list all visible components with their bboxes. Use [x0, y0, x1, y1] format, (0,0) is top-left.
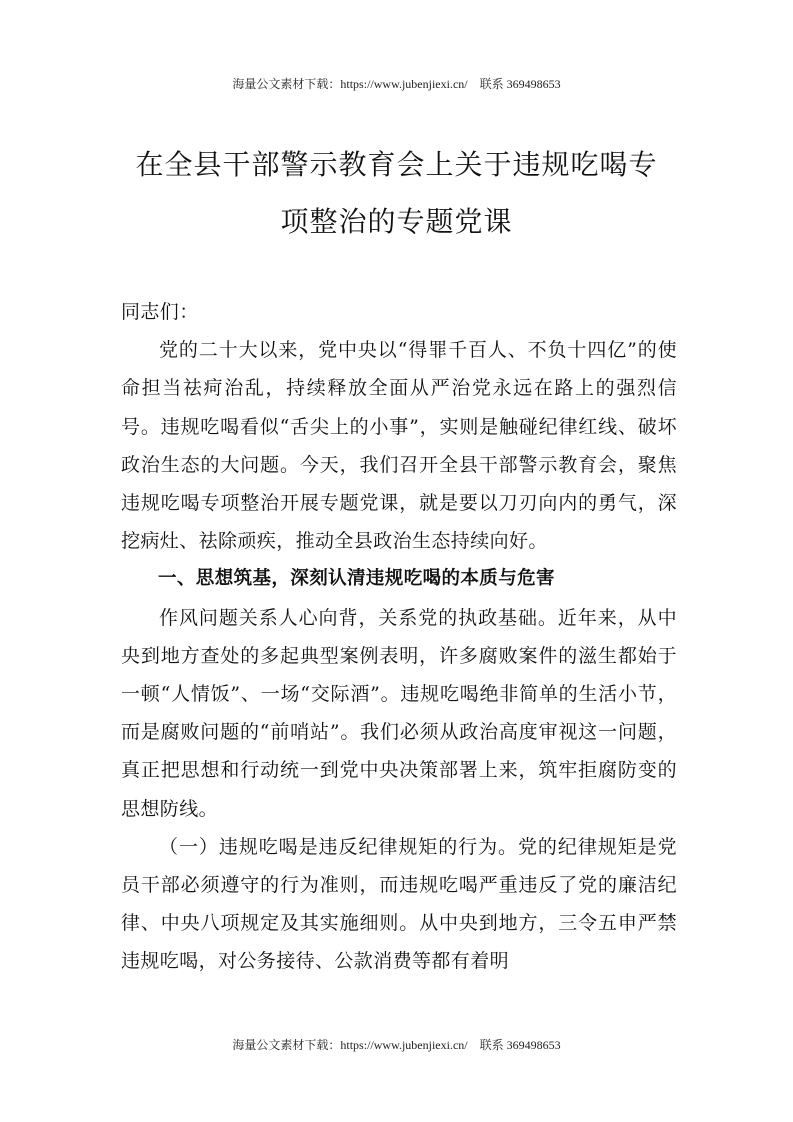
- paragraph-subsection-1: （一）违规吃喝是违反纪律规矩的行为。党的纪律规矩是党员干部必须遵守的行为准则，而违规吃喝严重违反了党的廉洁纪律、中央八项规定及其实施细则。从中央到地方，三令五申严禁违规吃喝，对公务接待、公款消费等都有着明: [121, 835, 677, 973]
- paragraph-section-1: 作风问题关系人心向背，关系党的执政基础。近年来，从中央到地方查处的多起典型案例表明，许多腐败案件的滋生都始于一顿“人情饭”、一场“交际酒”。违规吃喝绝非简单的生活小节，而是腐败问题的“前哨站”。我们必须从政治高度审视这一问题，真正把思想和行动统一到党中央决策部署上来，筑牢拒腐防变的思想防线。: [121, 606, 677, 820]
- document-title-line-2: 项整治的专题党课: [280, 205, 513, 238]
- paragraph-intro: 党的二十大以来，党中央以“得罪千百人、不负十四亿”的使命担当祛疴治乱，持续释放全面从严治党永远在路上的强烈信号。违规吃喝看似“舌尖上的小事”，实则是触碰纪律红线、破坏政治生态的大问题。今天，我们召开全县干部警示教育会，聚焦违规吃喝专项整治开展专题党课，就是要以刀刃向内的勇气，深挖病灶、祛除顽疾，推动全县政治生态持续向好。: [121, 339, 677, 553]
- salutation: 同志们：: [121, 301, 199, 323]
- section-heading-1: 一、思想筑基，深刻认清违规吃喝的本质与危害: [158, 568, 555, 590]
- page-footer: 海量公文素材下载：https://www.jubenjiexi.cn/ 联系 369498653: [232, 1038, 561, 1052]
- document-body: [121, 293, 677, 981]
- document-title-line-1: 在全县干部警示教育会上关于违规吃喝专: [135, 148, 658, 181]
- page-header: 海量公文素材下载：https://www.jubenjiexi.cn/ 联系 369498653: [232, 77, 561, 91]
